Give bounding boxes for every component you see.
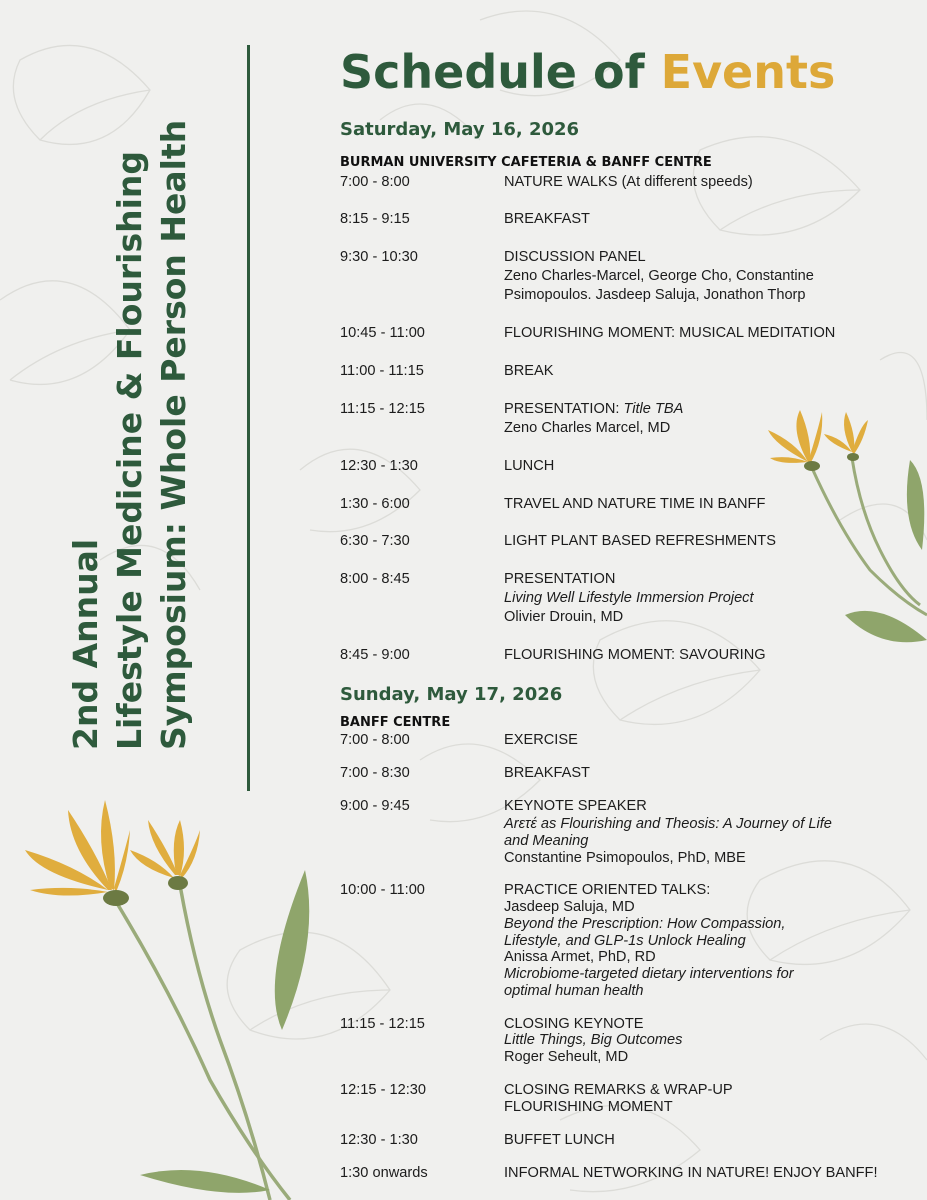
event-time: 12:30 - 1:30 [340,458,418,474]
symposium-title-line-3: Symposium: Whole Person Health [154,119,193,750]
event-title-italic: Title TBA [623,401,684,417]
event-name: BREAK [504,363,554,379]
event-name: TRAVEL AND NATURE TIME IN BANFF [504,496,766,512]
event-time: 8:15 - 9:15 [340,211,410,227]
event-time: 8:00 - 8:45 [340,571,410,587]
event-name-text: PRESENTATION: [504,401,624,417]
event-time: 11:15 - 12:15 [340,1016,425,1032]
event-time: 8:45 - 9:00 [340,647,410,663]
yellow-flower-icon [824,412,868,454]
event-time: 1:30 onwards [340,1165,428,1181]
sunday-venue: BANFF CENTRE [340,715,451,730]
vertical-divider [247,45,250,791]
event-name: PRACTICE ORIENTED TALKS: [504,882,711,898]
event-name: LUNCH [504,458,555,474]
event-title-italic: Arετέ as Flourishing and Theosis: A Journey of Life [504,816,832,832]
event-name: PRESENTATION [504,571,616,587]
leaf-icon [275,870,309,1030]
event-speaker: Olivier Drouin, MD [504,609,624,625]
page-title [340,42,835,102]
event-time: 11:15 - 12:15 [340,401,425,417]
event-title-italic: Beyond the Prescription: How Compassion, [504,916,786,932]
event-speaker: Jasdeep Saluja, MD [504,899,635,915]
event-time: 7:00 - 8:00 [340,174,410,190]
leaf-icon [907,460,924,550]
leaf-icon [845,611,927,642]
yellow-flower-icon [768,410,822,464]
event-name: FLOURISHING MOMENT: SAVOURING [504,647,766,663]
event-speakers: Zeno Charles-Marcel, George Cho, Constantine [504,268,814,284]
event-name: DISCUSSION PANEL [504,249,646,265]
page-title-part-2: Events [660,45,836,99]
flower-decoration-right [760,400,927,660]
event-title-italic: Microbiome-targeted dietary interventions for [504,966,794,982]
event-name: CLOSING KEYNOTE [504,1016,644,1032]
yellow-flower-icon [130,820,200,878]
event-name: KEYNOTE SPEAKER [504,798,647,814]
symposium-title-line-1: 2nd Annual [66,538,105,750]
event-speaker: Constantine Psimopoulos, PhD, MBE [504,850,746,866]
saturday-title: Saturday, May 16, 2026 [340,119,580,140]
page-title-part-1: Schedule of [340,45,645,99]
event-name-continued: FLOURISHING MOMENT [504,1099,673,1115]
event-time: 7:00 - 8:00 [340,732,410,748]
event-title-italic: Little Things, Big Outcomes [504,1032,683,1048]
event-time: 7:00 - 8:30 [340,765,410,781]
event-name: LIGHT PLANT BASED REFRESHMENTS [504,533,776,549]
event-time: 10:00 - 11:00 [340,882,425,898]
event-name: FLOURISHING MOMENT: MUSICAL MEDITATION [504,325,836,341]
event-name: BREAKFAST [504,211,590,227]
event-name: EXERCISE [504,732,578,748]
saturday-venue: BURMAN UNIVERSITY CAFETERIA & BANFF CENTRE [340,155,712,170]
symposium-title-line-2: Lifestyle Medicine & Flourishing [110,150,149,750]
event-name: INFORMAL NETWORKING IN NATURE! ENJOY BANFF! [504,1165,878,1181]
event-name: CLOSING REMARKS & WRAP-UP [504,1082,733,1098]
sunday-title: Sunday, May 17, 2026 [340,684,563,705]
event-name: BREAKFAST [504,765,590,781]
event-time: 11:00 - 11:15 [340,363,424,379]
event-title-italic: optimal human health [504,983,644,999]
event-title-italic: and Meaning [504,833,589,849]
event-time: 12:15 - 12:30 [340,1082,427,1098]
symposium-title [60,30,200,750]
event-time: 1:30 - 6:00 [340,496,410,512]
event-speakers: Psimopoulos. Jasdeep Saluja, Jonathon Thorp [504,287,806,303]
event-time: 9:00 - 9:45 [340,798,410,814]
event-speaker: Zeno Charles Marcel, MD [504,420,671,436]
leaf-icon [140,1170,270,1193]
event-time: 10:45 - 11:00 [340,325,425,341]
event-title-italic: Living Well Lifestyle Immersion Project [504,590,754,606]
event-time: 6:30 - 7:30 [340,533,410,549]
event-name: NATURE WALKS (At different speeds) [504,174,753,190]
event-speaker: Roger Seheult, MD [504,1049,629,1065]
event-time: 9:30 - 10:30 [340,249,418,265]
event-name [504,400,683,418]
event-time: 12:30 - 1:30 [340,1132,418,1148]
event-speaker: Anissa Armet, PhD, RD [504,949,656,965]
yellow-flower-icon [25,800,130,896]
event-name: BUFFET LUNCH [504,1132,615,1148]
flower-decoration-left [20,790,320,1200]
event-title-italic: Lifestyle, and GLP-1s Unlock Healing [504,933,746,949]
